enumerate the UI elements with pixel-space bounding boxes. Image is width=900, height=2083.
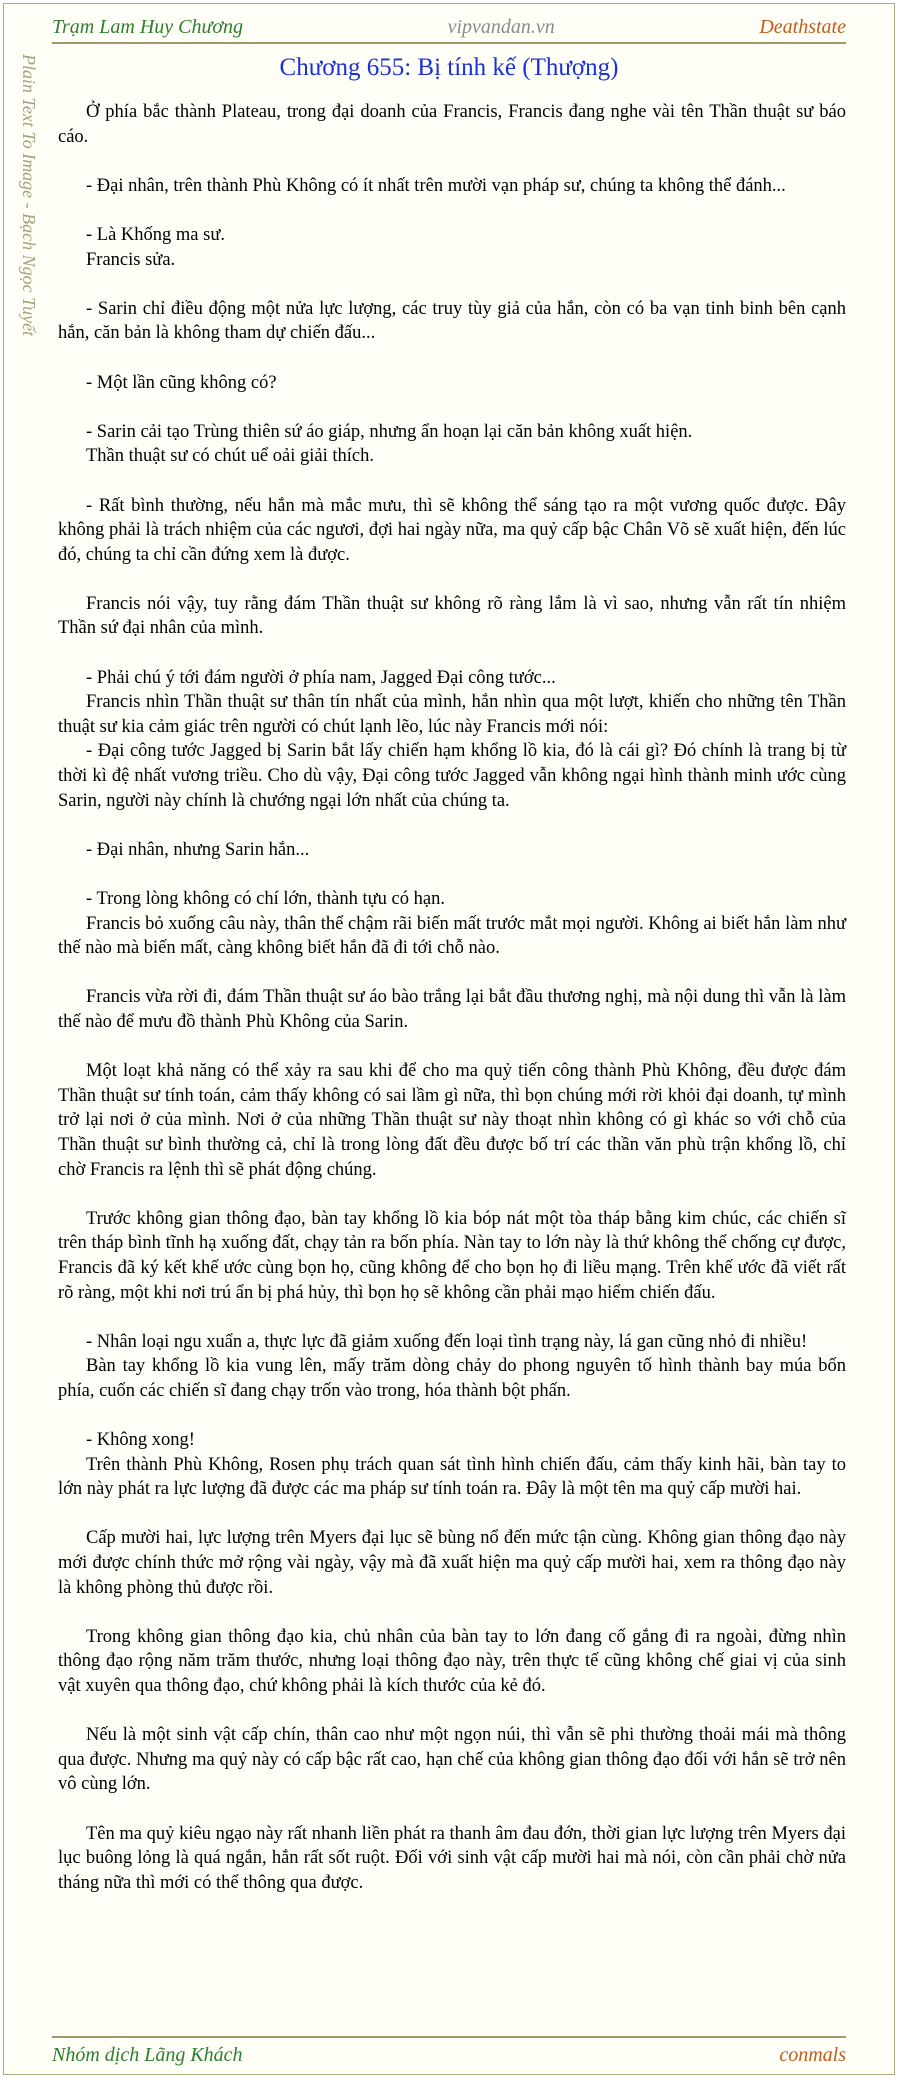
paragraph: Francis nhìn Thần thuật sư thân tín nhất của mình, hắn nhìn qua một lượt, khiến cho những tên Thần thuật sư kia cảm giác trên người có chút lạnh lẽo, lúc này Francis mới nói:: [58, 692, 846, 737]
chapter-content: [58, 100, 846, 1895]
paragraph: - Một lần cũng không có?: [86, 372, 277, 393]
paragraph: - Phải chú ý tới đám người ở phía nam, Jagged Đại công tước...: [86, 667, 556, 688]
paragraph: - Trong lòng không có chí lớn, thành tựu có hạn.: [86, 889, 445, 909]
paragraph: - Rất bình thường, nếu hắn mà mắc mưu, thì sẽ không thể sáng tạo ra một vương quốc được. Đây không phải là trách nhiệm của các ngươi, đợi hai ngày nữa, ma quỷ cấp bậc Chân Võ sẽ xuất hiện, đến lúc đó, chúng ta chỉ cần đứng xem là được.: [58, 495, 846, 565]
paragraph: - Là Khống ma sư.: [86, 224, 225, 245]
side-watermark-text: Plain Text To Image - Bạch Ngọc Tuyết: [19, 54, 39, 337]
paragraph: Một loạt khả năng có thể xảy ra sau khi để cho ma quỷ tiến công thành Phù Không, đều được đám Thần thuật sư tính toán, cảm thấy không có sai lầm gì nữa, thì bọn chúng mới rời khỏi đại doanh, tự mình trở lại nơi ở của mình. Nơi ở của những Thần thuật sư này thoạt nhìn không có gì khác so với chỗ của Thần thuật sư bình thường cả, chỉ là trong lòng đất đều được bố trí các thần văn phù trận khổng lồ, chỉ chờ Francis ra lệnh thì sẽ phát động chúng.: [58, 1061, 846, 1180]
page: [3, 3, 895, 2075]
paragraph: Tên ma quỷ kiêu ngạo này rất nhanh liền phát ra thanh âm đau đớn, thời gian lực lượng trên Myers đại lục buông lỏng là quá ngắn, hắn rất sốt ruột. Đối với sinh vật cấp mười hai mà nói, còn cần phải chờ nửa tháng nữa thì mới có thể thông qua được.: [58, 1823, 846, 1893]
paragraph: Nếu là một sinh vật cấp chín, thân cao như một ngọn núi, thì vẫn sẽ phi thường thoải mái mà thông qua được. Nhưng ma quỷ này có cấp bậc rất cao, hạn chế của không gian thông đạo đối với hắn sẽ trở nên vô cùng lớn.: [58, 1725, 846, 1795]
header-website: vipvandan.vn: [447, 15, 555, 38]
paragraph: Trước không gian thông đạo, bàn tay khổng lồ kia bóp nát một tòa tháp bằng kim chúc, các chiến sĩ trên tháp bình tĩnh hạ xuống đất, chạy tản ra bốn phía. Nàn tay to lớn này là thứ không thể chống cự được, Francis đã ký kết khế ước cùng bọn họ, cũng không để cho bọn họ đi liều mạng. Trên khế ước đã viết rất rõ ràng, một khi nơi trú ẩn bị phá hủy, thì bọn họ sẽ không cần phải mạo hiểm chiến đấu.: [58, 1208, 846, 1303]
paragraph: - Nhân loại ngu xuẩn a, thực lực đã giảm xuống đến loại tình trạng này, lá gan cũng nhỏ đi nhiều!: [86, 1331, 808, 1352]
page-footer: [52, 2036, 846, 2072]
paragraph: - Đại nhân, trên thành Phù Không có ít nhất trên mười vạn pháp sư, chúng ta không thể đánh...: [86, 175, 786, 196]
paragraph: - Không xong!: [86, 1430, 195, 1451]
paragraph: Francis nói vậy, tuy rằng đám Thần thuật sư không rõ ràng lắm là vì sao, nhưng vẫn rất tín nhiệm Thần sứ đại nhân của mình.: [58, 593, 846, 639]
paragraph: Ở phía bắc thành Plateau, trong đại doanh của Francis, Francis đang nghe vài tên Thần thuật sư báo cáo.: [58, 102, 846, 147]
header-site-name: Trạm Lam Huy Chương: [52, 15, 244, 38]
paragraph: Francis bỏ xuống câu này, thân thể chậm rãi biến mất trước mắt mọi người. Không ai biết hắn làm như thế nào mà biến mất, càng không biết hắn đã đi tới chỗ nào.: [58, 913, 846, 959]
paragraph: Francis vừa rời đi, đám Thần thuật sư áo bào trắng lại bắt đầu thương nghị, mà nội dung thì vẫn là làm thế nào để mưu đồ thành Phù Không của Sarin.: [58, 987, 846, 1032]
paragraph: - Sarin chỉ điều động một nửa lực lượng, các truy tùy giả của hắn, còn có ba vạn tinh binh bên cạnh hắn, căn bản là không tham dự chiến đấu...: [58, 298, 846, 344]
paragraph: Cấp mười hai, lực lượng trên Myers đại lục sẽ bùng nổ đến mức tận cùng. Không gian thông đạo này mới được chính thức mở rộng vài ngày, vậy mà đã xuất hiện ma quỷ cấp mười hai, xem ra thông đạo này là không phòng thủ được rồi.: [58, 1528, 846, 1598]
paragraph: Thần thuật sư có chút uể oải giải thích.: [86, 446, 374, 467]
page-header: [52, 12, 846, 44]
paragraph: - Đại nhân, nhưng Sarin hắn...: [86, 839, 310, 860]
paragraph: Francis sửa.: [86, 249, 176, 270]
paragraph: Bàn tay khổng lồ kia vung lên, mấy trăm dòng chảy do phong nguyên tố hình thành bay múa bốn phía, cuốn các chiến sĩ đang chạy trốn vào trong, hóa thành bột phấn.: [58, 1356, 846, 1401]
header-author: Deathstate: [759, 15, 846, 38]
chapter-title: Chương 655: Bị tính kế (Thượng): [279, 54, 619, 81]
paragraph: - Đại công tước Jagged bị Sarin bắt lấy chiến hạm khổng lồ kia, đó là cái gì? Đó chính là trang bị từ thời kì đệ nhất vương triều. Cho dù vậy, Đại công tước Jagged vẫn không ngại hình thành minh ước cùng Sarin, người này chính là chướng ngại lớn nhất của chúng ta.: [58, 741, 846, 811]
footer-translator: Nhóm dịch Lãng Khách: [52, 2043, 243, 2066]
footer-editor: conmals: [779, 2043, 846, 2066]
paragraph: Trên thành Phù Không, Rosen phụ trách quan sát tình hình chiến đấu, cảm thấy kinh hãi, bàn tay to lớn này phát ra lực lượng đã được các ma pháp sư tính toán ra. Đây là một tên ma quỷ cấp mười hai.: [58, 1454, 846, 1500]
paragraph: Trong không gian thông đạo kia, chủ nhân của bàn tay to lớn đang cố gắng đi ra ngoài, đừng nhìn thông đạo rộng năm trăm thước, nhưng loại thông đạo này, trên thực tế cũng không chế giai vị của sinh vật xuyên qua thông đạo, chứ không phải là kích thước của kẻ đó.: [58, 1626, 846, 1696]
paragraph: - Sarin cải tạo Trùng thiên sứ áo giáp, nhưng ẩn hoạn lại căn bản không xuất hiện.: [86, 421, 693, 442]
